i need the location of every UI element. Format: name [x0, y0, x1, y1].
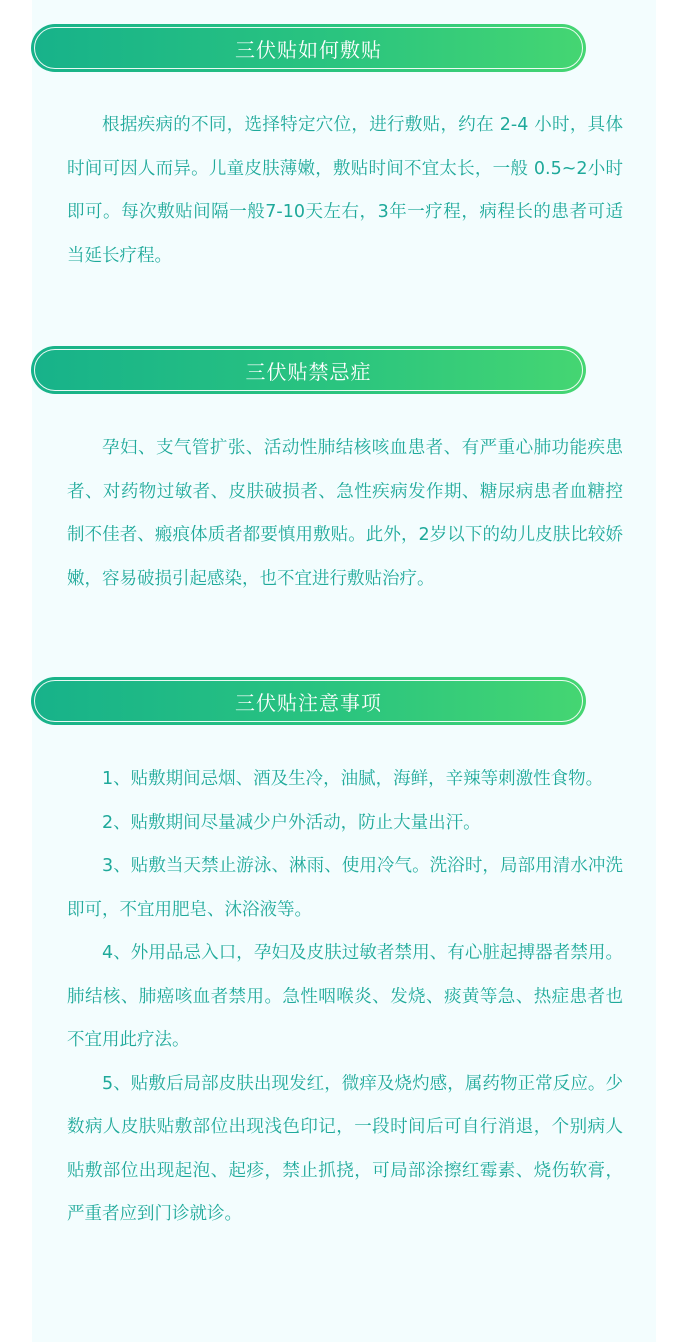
list-item: 1、贴敷期间忌烟、酒及生冷，油腻，海鲜，辛辣等刺激性食物。	[102, 769, 604, 789]
section-title: 三伏贴如何敷贴	[235, 37, 382, 62]
list-item: 4、外用品忌入口，孕妇及皮肤过敏者禁用、有心脏起搏器者禁用。肺结核、肺癌咳血者禁用。急性咽喉炎、发烧、痰黄等急、热症患者也不宜用此疗法。	[67, 943, 623, 1050]
section-header-precautions	[31, 677, 586, 725]
section-header-application	[31, 24, 586, 72]
section-title: 三伏贴注意事项	[235, 690, 382, 715]
paragraph: 根据疾病的不同，选择特定穴位，进行敷贴，约在 2-4 小时，具体时间可因人而异。儿童皮肤薄嫩，敷贴时间不宜太长，一般 0.5~2小时即可。每次敷贴间隔一般7-10天左右，3年一疗程，病程长的患者可适当延长疗程。	[67, 115, 623, 266]
list-item: 3、贴敷当天禁止游泳、淋雨、使用冷气。洗浴时，局部用清水冲洗即可，不宜用肥皂、沐浴液等。	[67, 856, 623, 920]
list-item: 5、贴敷后局部皮肤出现发红，微痒及烧灼感，属药物正常反应。少数病人皮肤贴敷部位出现浅色印记，一段时间后可自行消退，个别病人贴敷部位出现起泡、起疹，禁止抓挠，可局部涂擦红霉素、烧伤软膏，严重者应到门诊就诊。	[67, 1073, 623, 1224]
section-title: 三伏贴禁忌症	[245, 359, 372, 384]
section-header-contraindications	[31, 346, 586, 394]
section-body-contraindications	[67, 427, 623, 601]
section-body-precautions	[67, 758, 623, 1237]
list-item: 2、贴敷期间尽量减少户外活动，防止大量出汗。	[102, 812, 481, 833]
paragraph: 孕妇、支气管扩张、活动性肺结核咳血患者、有严重心肺功能疾患者、对药物过敏者、皮肤破损者、急性疾病发作期、糖尿病患者血糖控制不佳者、瘢痕体质者都要慎用敷贴。此外，2岁以下的幼儿皮肤比较娇嫩，容易破损引起感染，也不宜进行敷贴治疗。	[67, 438, 623, 589]
section-body-application	[67, 104, 623, 278]
